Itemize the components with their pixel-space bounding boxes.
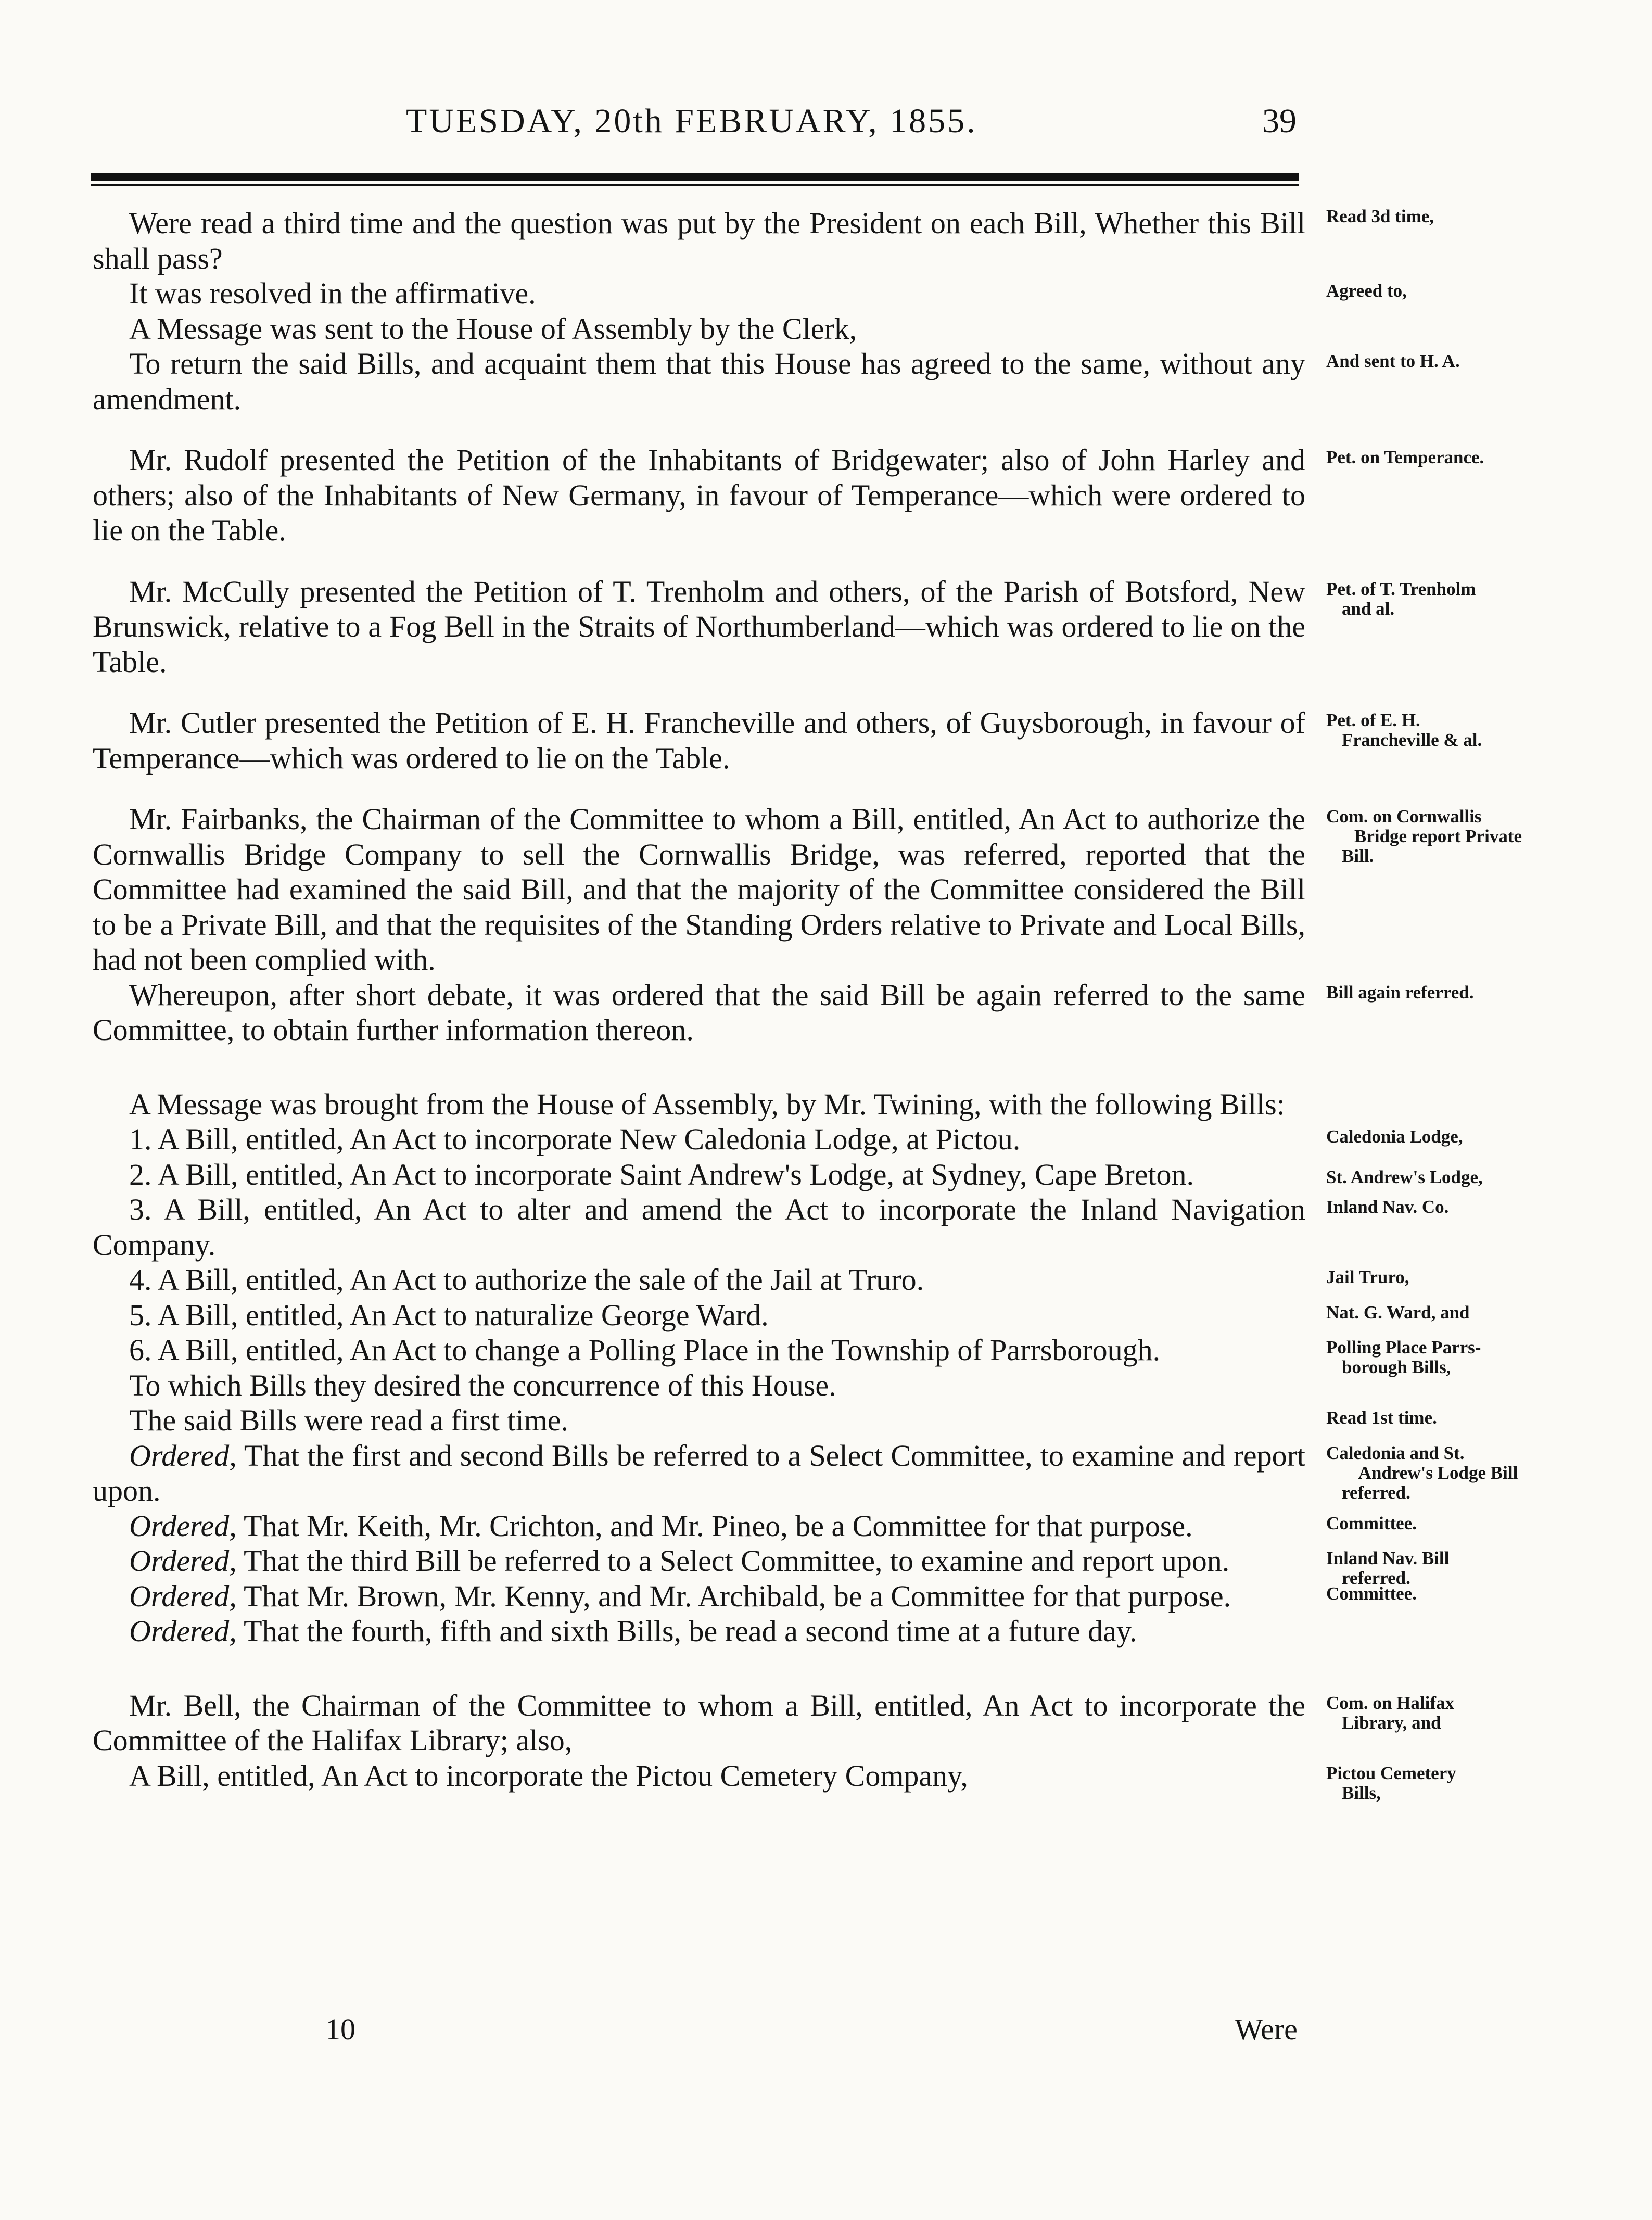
paragraph-message-sent <box>93 311 1305 347</box>
margin-note-line: and al. <box>1342 598 1395 619</box>
paragraph-rudolf-petition <box>93 442 1484 548</box>
margin-note <box>1326 1338 1534 1377</box>
paragraph-text: Mr. Cutler presented the Petition of E. H. Francheville and others, of Guysborough, in favour of Temperance—which was ordered to lie on the Table. <box>93 706 1305 775</box>
margin-note: Read 1st time. <box>1326 1407 1437 1428</box>
running-head-title: TUESDAY, 20th FEBRUARY, 1855. <box>406 102 977 140</box>
ordered-lead: Ordered, <box>129 1579 237 1613</box>
margin-note-line: Pet. of E. H. <box>1326 710 1420 730</box>
margin-note: Caledonia Lodge, <box>1326 1126 1463 1147</box>
paragraph-pictou-cemetery <box>93 1758 1456 1803</box>
paragraph-resolved <box>93 276 1407 311</box>
paragraph-text: To which Bills they desired the concurrence of this House. <box>129 1368 836 1402</box>
page-number: 39 <box>1262 102 1297 140</box>
bill-item-1 <box>93 1122 1463 1157</box>
bill-item-3 <box>93 1192 1449 1262</box>
paragraph-text: 4. A Bill, entitled, An Act to authorize the sale of the Jail at Truro. <box>129 1263 924 1297</box>
paragraph-text: That the first and second Bills be referred to a Select Committee, to examine and report upon. <box>93 1438 1305 1507</box>
margin-note-line: Com. on Cornwallis <box>1326 806 1482 827</box>
paragraph-text: That the third Bill be referred to a Select Committee, to examine and report upon. <box>236 1544 1230 1578</box>
paragraph-text: Mr. McCully presented the Petition of T. Trenholm and others, of the Parish of Botsford, New Brunswick, relative to a Fog Bell in the Straits of Northumberland—which was ordered to lie on the Table. <box>93 574 1305 679</box>
margin-note-line: borough Bills, <box>1342 1357 1451 1377</box>
paragraph-bill-again-referred <box>93 978 1474 1048</box>
paragraph-read-third-time <box>93 206 1434 276</box>
paragraph-ordered-3 <box>93 1543 1450 1588</box>
margin-note <box>1326 1443 1534 1503</box>
paragraph-text: A Message was sent to the House of Assembly by the Clerk, <box>129 311 857 346</box>
ordered-lead: Ordered, <box>129 1544 237 1578</box>
paragraph-text: Mr. Bell, the Chairman of the Committee to whom a Bill, entitled, An Act to incorporate the Committee of the Halifax Library; also, <box>93 1688 1305 1757</box>
signature-number: 10 <box>325 2012 355 2046</box>
margin-note: Pet. on Temperance. <box>1326 447 1484 467</box>
bill-item-4 <box>93 1262 1409 1298</box>
header-rule-thin <box>91 184 1299 186</box>
margin-note-line: Francheville & al. <box>1342 730 1482 750</box>
margin-note-line: Caledonia and St. <box>1326 1442 1465 1463</box>
paragraph-fairbanks-report <box>93 802 1522 978</box>
paragraph-ordered-2 <box>93 1508 1417 1544</box>
paragraph-concurrence <box>93 1368 1305 1403</box>
paragraph-text: Whereupon, after short debate, it was ordered that the said Bill be again referred to the same Committee, to obtain further information thereon. <box>93 978 1305 1047</box>
paragraph-text: Mr. Rudolf presented the Petition of the Inhabitants of Bridgewater; also of John Harley and others; also of the Inhabitants of New Germany, in favour of Temperance—which were ordered to lie on the Table. <box>93 443 1305 547</box>
paragraph-ordered-5 <box>93 1614 1305 1649</box>
margin-note: St. Andrew's Lodge, <box>1326 1166 1483 1187</box>
margin-note-line: Library, and <box>1342 1712 1441 1733</box>
paragraph-text: Mr. Fairbanks, the Chairman of the Committee to whom a Bill, entitled, An Act to authorize the Cornwallis Bridge Company to sell the Cornwallis Bridge, was referred, reported that the Committee had examined the said Bill, and that the majority of the Committee considered the Bill to be a Private Bill, and that the requisites of the Standing Orders relative to Private and Local Bills, had not been complied with. <box>93 802 1305 976</box>
paragraph-text: That the fourth, fifth and sixth Bills, be read a second time at a future day. <box>236 1614 1137 1648</box>
margin-note-line: Polling Place Parrs- <box>1326 1337 1481 1358</box>
paragraph-text: Were read a third time and the question was put by the President on each Bill, Whether this Bill shall pass? <box>93 206 1305 275</box>
ordered-lead: Ordered, <box>129 1614 237 1648</box>
paragraph-message-brought <box>93 1087 1305 1122</box>
margin-note-line: referred. <box>1342 1568 1410 1588</box>
margin-note-line: Andrew's Lodge Bill referred. <box>1342 1462 1518 1503</box>
paragraph-text: 5. A Bill, entitled, An Act to naturalize George Ward. <box>129 1298 769 1332</box>
ordered-lead: Ordered, <box>129 1508 237 1543</box>
catchword: Were <box>1235 2012 1298 2046</box>
margin-note-line: Bills, <box>1342 1782 1381 1803</box>
margin-note: Agreed to, <box>1326 281 1407 301</box>
margin-note <box>1326 579 1534 619</box>
paragraph-text: That Mr. Keith, Mr. Crichton, and Mr. Pineo, be a Committee for that purpose. <box>236 1508 1193 1543</box>
margin-note: Bill again referred. <box>1326 982 1474 1003</box>
margin-note-line: Bridge report Private Bill. <box>1342 826 1522 866</box>
margin-note <box>1326 1764 1534 1803</box>
header-rule-thick <box>91 173 1299 181</box>
bill-item-6 <box>93 1333 1481 1377</box>
margin-note: Jail Truro, <box>1326 1267 1409 1287</box>
paragraph-return-bills <box>93 346 1460 416</box>
ordered-lead: Ordered, <box>129 1438 237 1473</box>
margin-note <box>1326 1549 1534 1588</box>
paragraph-text: A Bill, entitled, An Act to incorporate the Pictou Cemetery Company, <box>129 1758 968 1793</box>
paragraph-ordered-1 <box>93 1438 1518 1508</box>
paragraph-mccully-petition <box>93 574 1476 680</box>
paragraph-text: That Mr. Brown, Mr. Kenny, and Mr. Archibald, be a Committee for that purpose. <box>236 1579 1231 1613</box>
margin-note: And sent to H. A. <box>1326 351 1460 371</box>
paragraph-text: A Message was brought from the House of Assembly, by Mr. Twining, with the following Bills: <box>129 1087 1285 1121</box>
paragraph-ordered-4 <box>93 1579 1417 1614</box>
paragraph-text: 3. A Bill, entitled, An Act to alter and amend the Act to incorporate the Inland Navigation Company. <box>93 1193 1305 1262</box>
margin-note: Nat. G. Ward, and <box>1326 1302 1470 1323</box>
paragraph-text: 1. A Bill, entitled, An Act to incorporate New Caledonia Lodge, at Pictou. <box>129 1122 1021 1156</box>
margin-note-line: Pictou Cemetery <box>1326 1762 1456 1783</box>
margin-note-line: Inland Nav. Bill <box>1326 1548 1450 1568</box>
paragraph-text: It was resolved in the affirmative. <box>129 276 536 310</box>
paragraph-text: 6. A Bill, entitled, An Act to change a Polling Place in the Township of Parrsborough. <box>129 1333 1161 1367</box>
bill-item-5 <box>93 1298 1470 1333</box>
paragraph-text: The said Bills were read a first time. <box>129 1403 568 1437</box>
margin-note <box>1326 711 1534 750</box>
margin-note <box>1326 807 1534 866</box>
paragraph-read-first-time <box>93 1403 1437 1438</box>
paragraph-text: 2. A Bill, entitled, An Act to incorporate Saint Andrew's Lodge, at Sydney, Cape Breton. <box>129 1157 1194 1191</box>
journal-body <box>93 206 1522 1803</box>
margin-note-line: Com. on Halifax <box>1326 1692 1454 1713</box>
bill-item-2 <box>93 1157 1483 1193</box>
margin-note: Read 3d time, <box>1326 206 1434 226</box>
paragraph-cutler-petition <box>93 705 1482 776</box>
margin-note: Committee. <box>1326 1583 1417 1604</box>
margin-note: Inland Nav. Co. <box>1326 1197 1449 1217</box>
paragraph-bell-report <box>93 1688 1454 1758</box>
paragraph-text: To return the said Bills, and acquaint them that this House has agreed to the same, without any amendment. <box>93 347 1305 416</box>
margin-note: Committee. <box>1326 1513 1417 1533</box>
margin-note-line: Pet. of T. Trenholm <box>1326 578 1476 599</box>
margin-note <box>1326 1693 1534 1733</box>
